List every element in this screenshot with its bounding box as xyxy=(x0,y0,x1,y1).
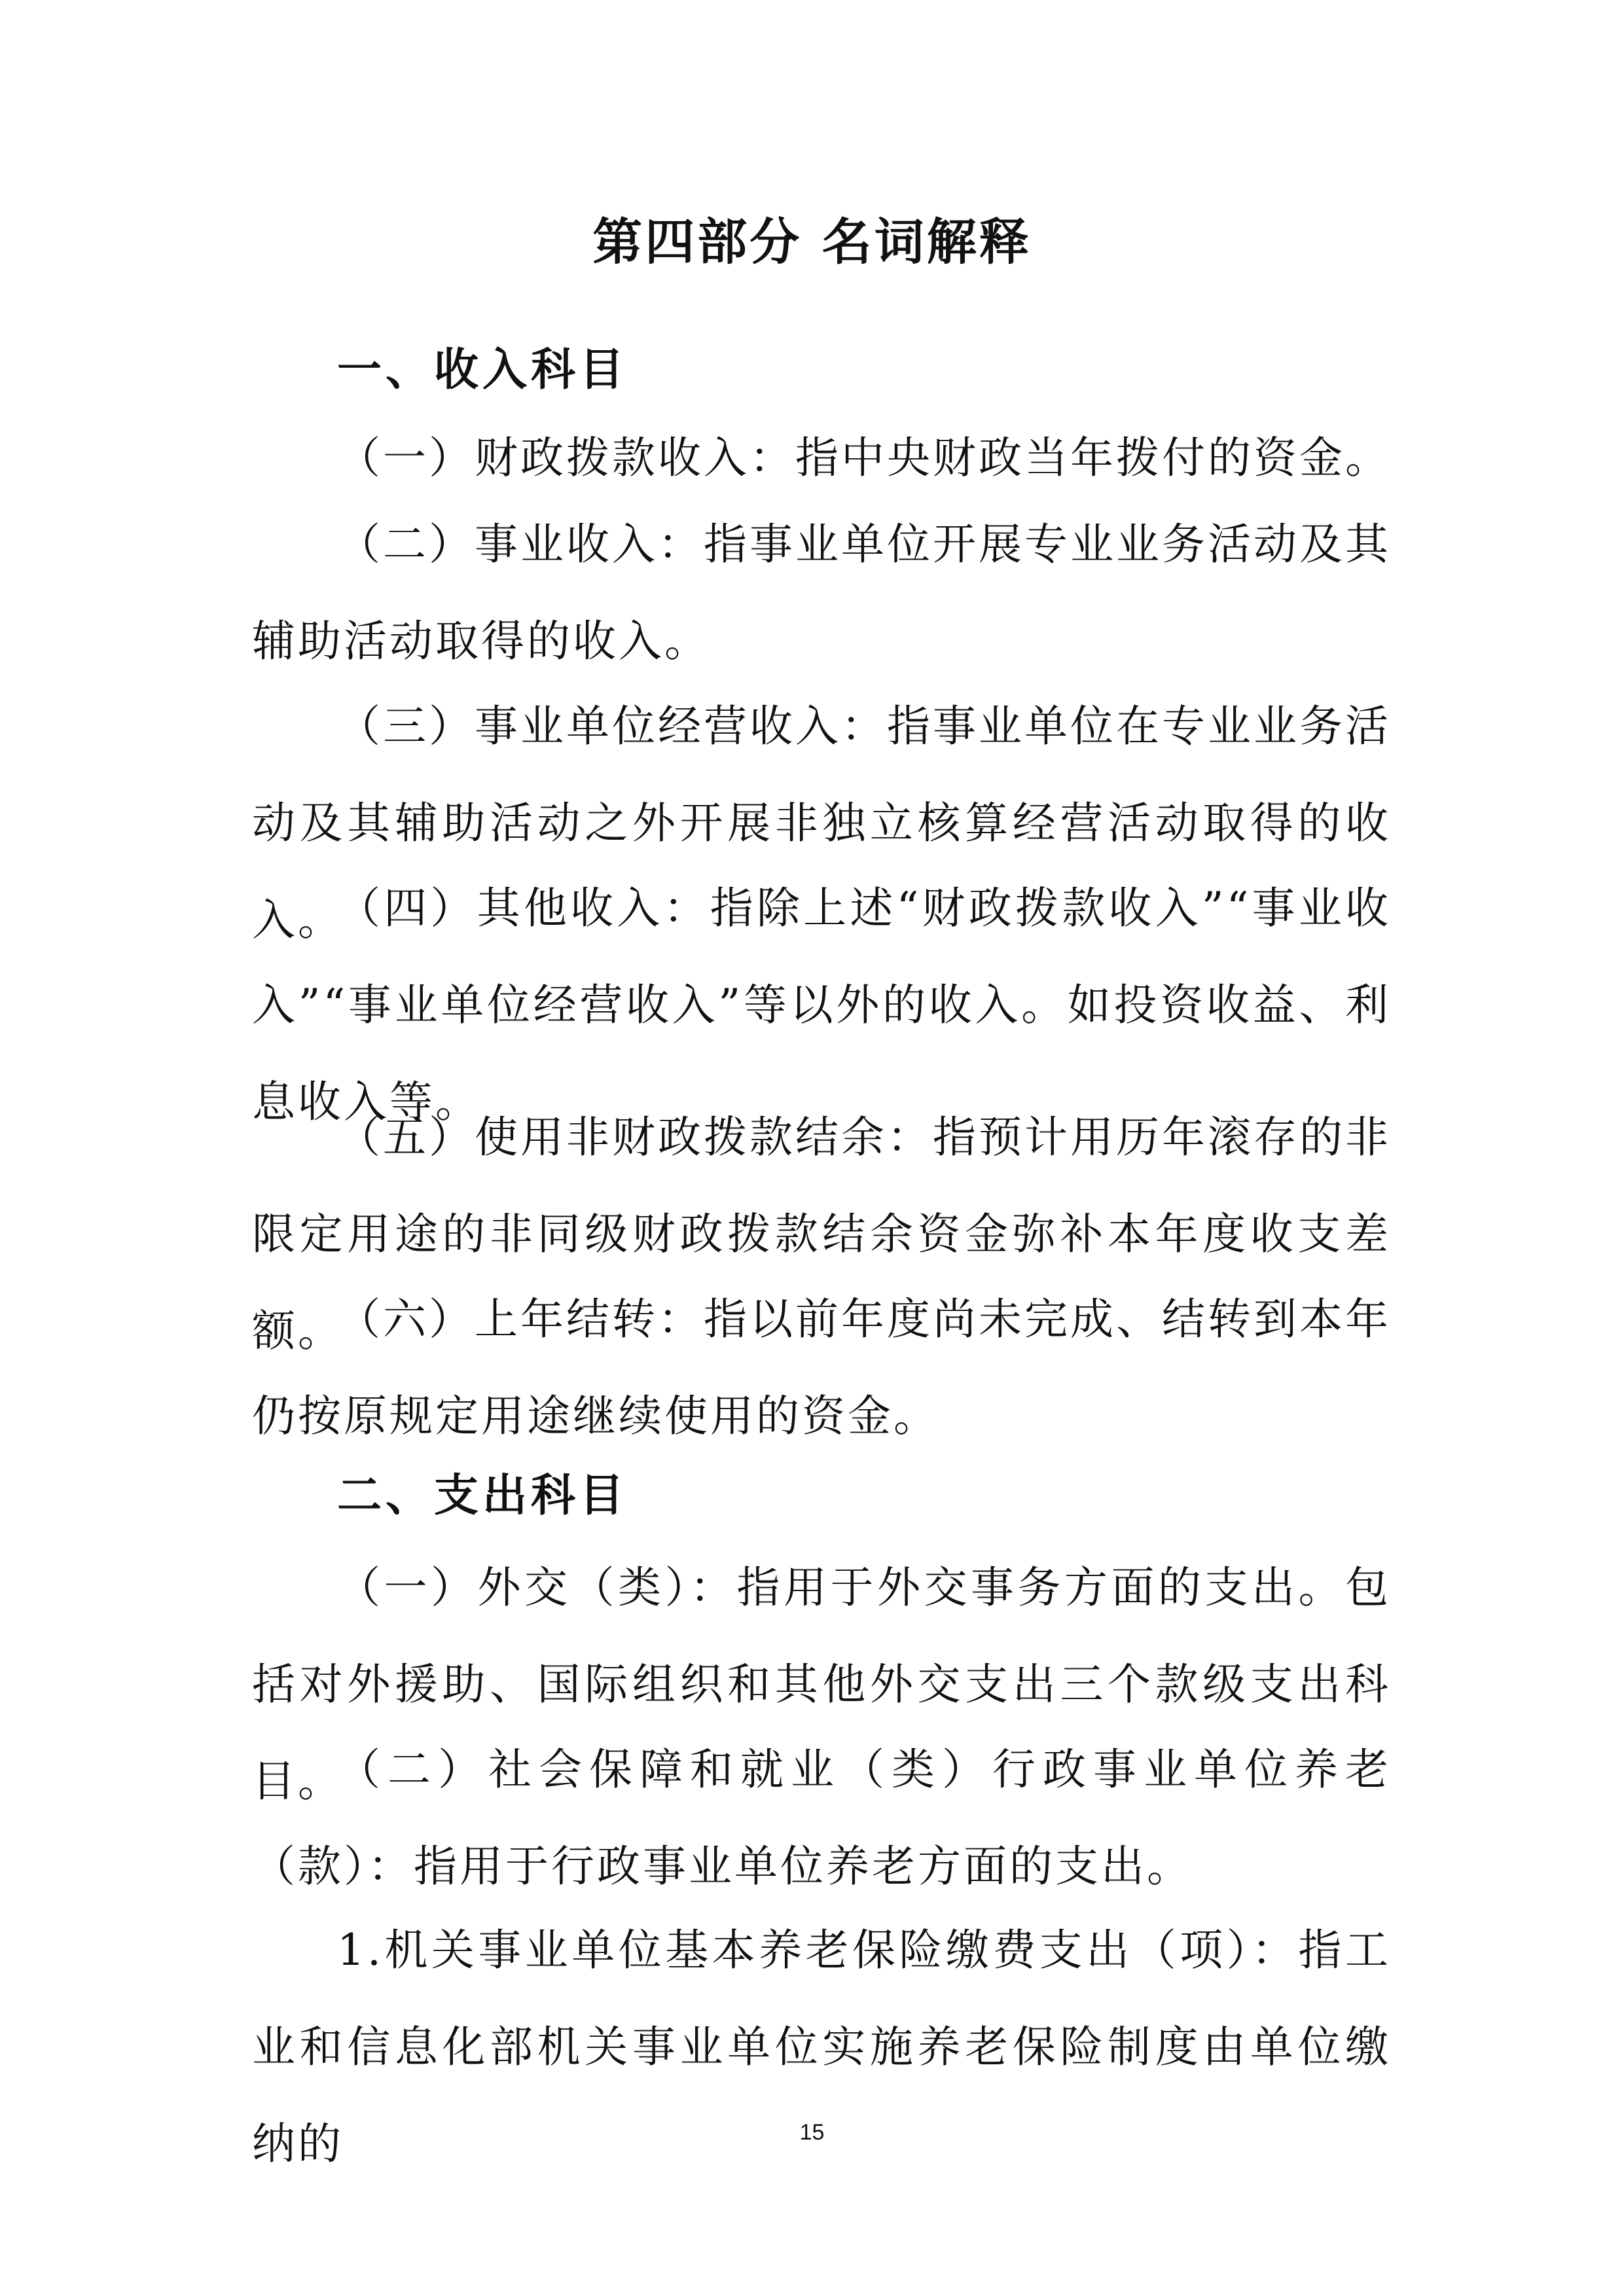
paragraph-expenditure-1: （一）外交（类）：指用于外交事务方面的支出。包括对外援助、国际组织和其他外交支出三个款级支出科目。 xyxy=(252,1562,1391,1806)
paragraph-income-5: （五）使用非财政拨款结余：指预计用历年滚存的非限定用途的非同级财政拨款结余资金弥补本年度收支差额。 xyxy=(252,1112,1391,1356)
paragraph-income-2: （二）事业收入：指事业单位开展专业业务活动及其辅助活动取得的收入。 xyxy=(252,519,1391,666)
page-number: 15 xyxy=(799,2120,825,2145)
section-heading-income: 一、收入科目 xyxy=(337,344,628,396)
paragraph-income-4: （四）其他收入：指除上述“财政拨款收入”“事业收入”“事业单位经营收入”等以外的收入。如投资收益、利息收入等。 xyxy=(252,883,1391,1127)
section-heading-expenditure: 二、支出科目 xyxy=(337,1469,628,1522)
page-title: 第四部分 名词解释 xyxy=(592,213,1032,271)
paragraph-expenditure-3: 1.机关事业单位基本养老保险缴费支出（项）：指工业和信息化部机关事业单位实施养老保险制度由单位缴纳的 xyxy=(252,1925,1391,2169)
paragraph-expenditure-2: （二）社会保障和就业（类）行政事业单位养老（款）：指用于行政事业单位养老方面的支出。 xyxy=(252,1744,1391,1892)
paragraph-income-3: （三）事业单位经营收入：指事业单位在专业业务活动及其辅助活动之外开展非独立核算经营活动取得的收入。 xyxy=(252,701,1391,945)
paragraph-income-6: （六）上年结转：指以前年度尚未完成、结转到本年仍按原规定用途继续使用的资金。 xyxy=(252,1294,1391,1441)
paragraph-income-1: （一）财政拨款收入：指中央财政当年拨付的资金。 xyxy=(337,433,1391,483)
